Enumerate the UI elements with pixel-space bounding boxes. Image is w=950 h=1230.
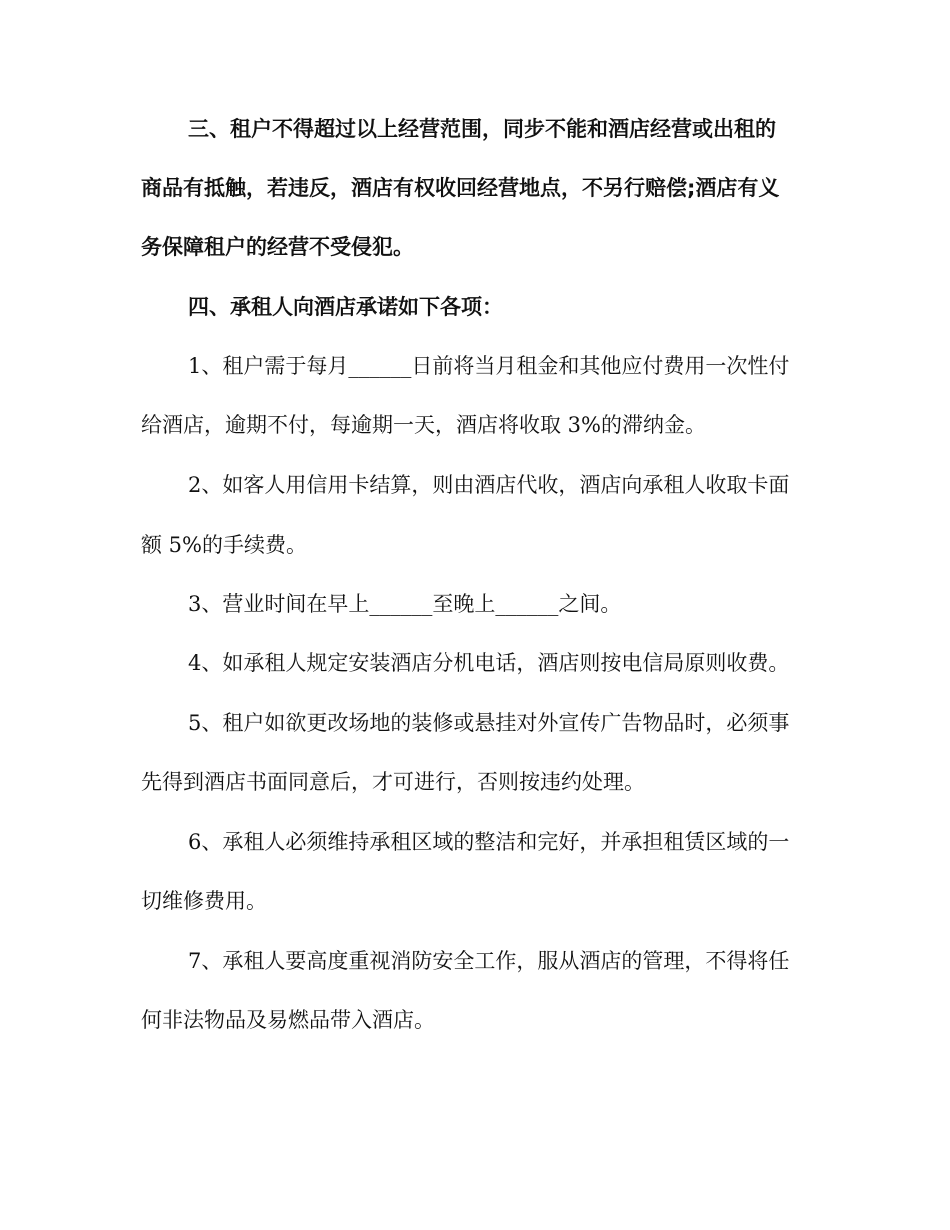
item-1-line-1: 1、租户需于每月______日前将当月租金和其他应付费用一次性付	[188, 354, 790, 378]
item-5-line-1: 5、租户如欲更改场地的装修或悬挂对外宣传广告物品时，必须事	[188, 711, 790, 735]
item-2-line-2: 额 5%的手续费。	[141, 533, 307, 557]
item-3-line-1: 3、营业时间在早上______至晚上______之间。	[188, 592, 622, 616]
item-6-line-2: 切维修费用。	[141, 889, 267, 913]
clause-3-line-1: 三、租户不得超过以上经营范围，同步不能和酒店经营或出租的	[188, 117, 776, 141]
item-6-line-1: 6、承租人必须维持承租区域的整洁和完好，并承担租赁区域的一	[188, 830, 790, 854]
item-2-line-1: 2、如客人用信用卡结算，则由酒店代收，酒店向承租人收取卡面	[188, 473, 790, 497]
clause-3-line-2: 商品有抵触，若违反，酒店有权收回经营地点，不另行赔偿;酒店有义	[141, 176, 780, 200]
item-5-line-2: 先得到酒店书面同意后，才可进行，否则按违约处理。	[141, 770, 645, 794]
item-4-line-1: 4、如承租人规定安装酒店分机电话，酒店则按电信局原则收费。	[188, 651, 790, 675]
clause-3-line-3: 务保障租户的经营不受侵犯。	[141, 235, 414, 259]
item-7-line-2: 何非法物品及易燃品带入酒店。	[141, 1008, 435, 1032]
item-7-line-1: 7、承租人要高度重视消防安全工作，服从酒店的管理，不得将任	[188, 949, 790, 973]
clause-4-heading: 四、承租人向酒店承诺如下各项：	[188, 295, 503, 319]
item-1-line-2: 给酒店，逾期不付，每逾期一天，酒店将收取 3%的滞纳金。	[141, 413, 706, 437]
